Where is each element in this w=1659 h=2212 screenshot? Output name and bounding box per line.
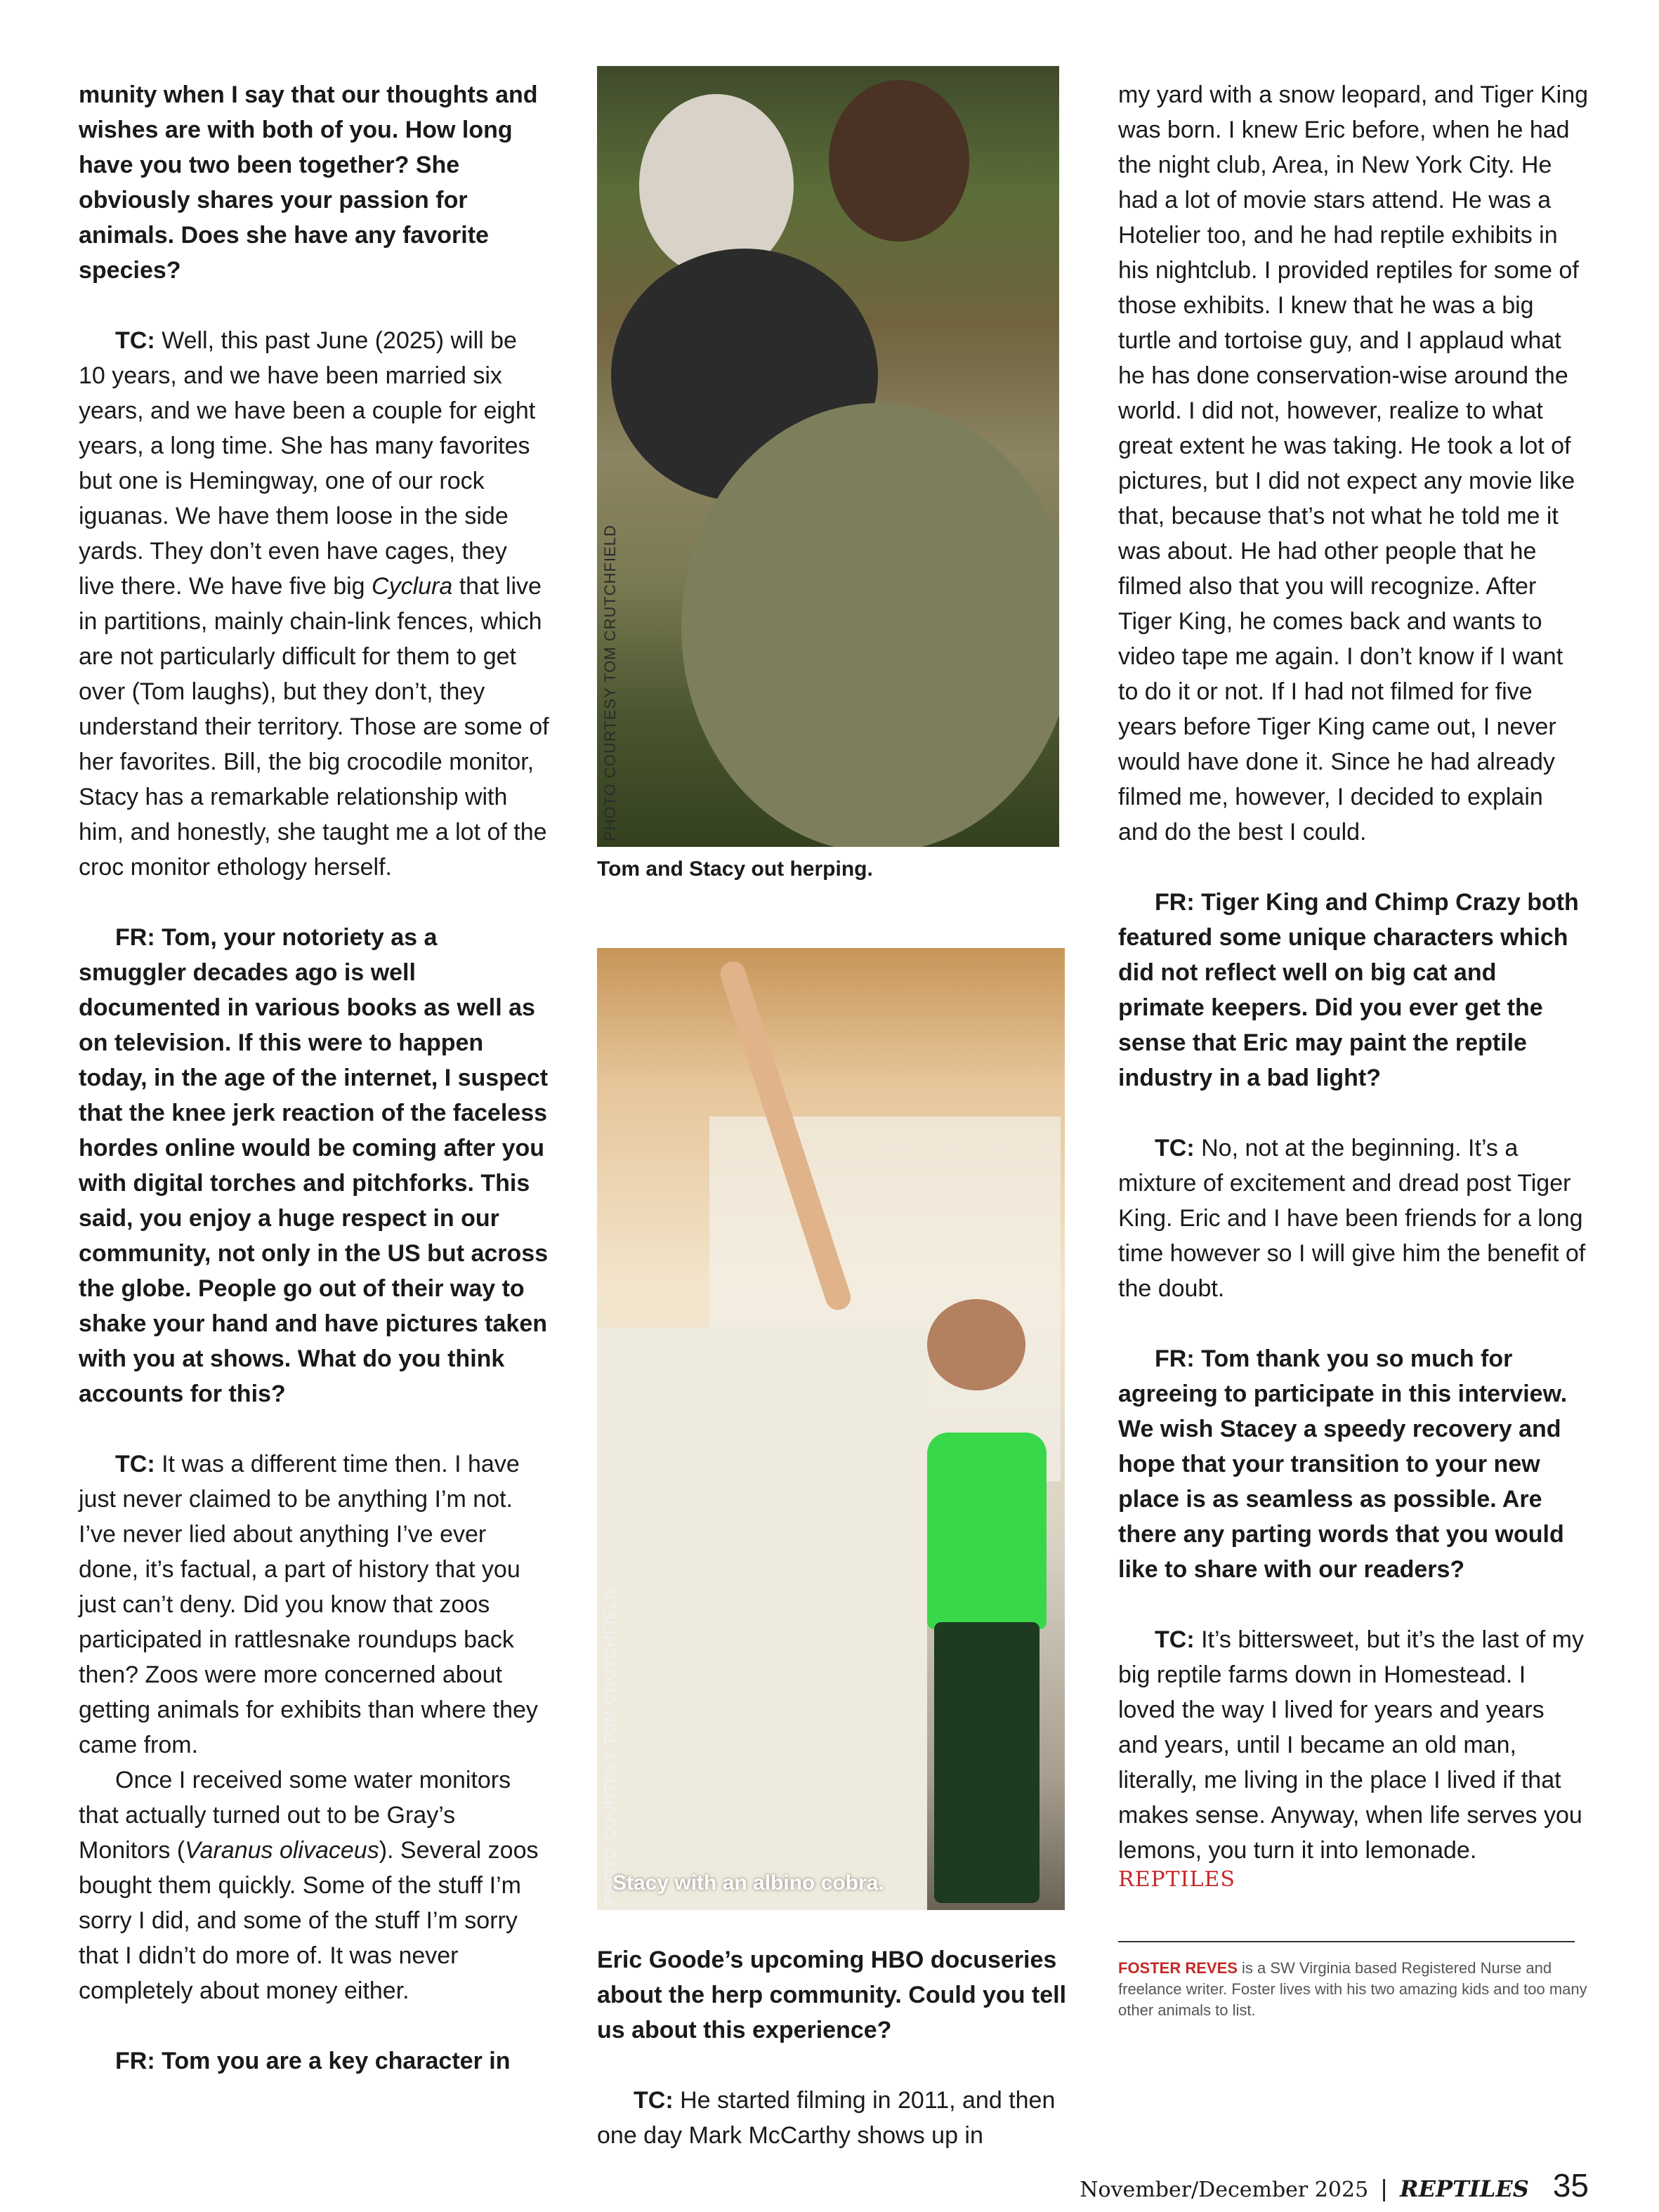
answer-text: that live in partitions, mainly chain-link fences, which are not particularly difficult for them to get over (Tom laughs), but they don’t, they understand their territory. Those are some of her favorites. Bill, the big crocodile monitor, Stacy has a remarkable relationship with him, and honestly, she taught me a lot of the croc monitor ethology herself. xyxy=(79,573,549,881)
issue-date: November/December 2025 xyxy=(1080,2178,1369,2202)
answer-paragraph xyxy=(79,1763,549,2008)
answer-paragraph xyxy=(79,1447,549,1763)
column-left xyxy=(79,77,549,2114)
speaker-label: TC: xyxy=(1155,1626,1195,1653)
end-mark-logo: REPTILES xyxy=(1118,1867,1235,1892)
question-continued: munity when I say that our thoughts and wishes are with both of you. How long have you two been together? She obviously shares your passion for animals. Does she have any favorite species? xyxy=(79,81,538,284)
species-name: Varanus olivaceus xyxy=(185,1837,379,1864)
column-right xyxy=(1118,77,1589,2036)
question-paragraph: FR: Tom, your notoriety as a smuggler decades ago is well documented in various books as well as on television. If this were to happen today, in the age of the internet, I suspect that the knee jerk reaction of the faceless hordes online would be coming after you with digital torches and pitchforks. This said, you enjoy a huge respect in our community, not only in the US but across the globe. People go out of their way to shake your hand and have pictures taken with you at shows. What do you think accounts for this? xyxy=(79,924,549,1407)
author-bio xyxy=(1118,1958,1589,2021)
photo-shelving xyxy=(597,1327,927,1910)
photo-tom-and-stacy xyxy=(597,66,1059,847)
question-paragraph: FR: Tiger King and Chimp Crazy both featured some unique characters which did not reflect well on big cat and primate keepers. Did you ever get the sense that Eric may paint the reptile industry in a bad light? xyxy=(1118,889,1579,1091)
photo-person-legs xyxy=(934,1622,1040,1903)
column-middle xyxy=(597,66,1068,2188)
question-paragraph: FR: Tom you are a key character in xyxy=(115,2048,511,2074)
question-continued: Eric Goode’s upcoming HBO docuseries about the herp community. Could you tell us about this experience? xyxy=(597,1947,1067,2043)
answer-text: ). Several zoos bought them quickly. Some of the stuff I’m sorry I did, and some of the stuff I’m sorry that I didn’t do more of. It was never completely about money either. xyxy=(79,1837,539,2004)
photo-rock xyxy=(681,403,1059,847)
question-paragraph: FR: Tom thank you so much for agreeing to participate in this interview. We wish Stacey a speedy recovery and hope that your transition to your new place is as seamless as possible. Are there any parting words that you would like to share with our readers? xyxy=(1118,1345,1568,1583)
answer-text: Once I received some water monitors that actually turned out to be Gray’s Monitors ( xyxy=(79,1767,511,1864)
answer-text: No, not at the beginning. It’s a mixture of excitement and dread post Tiger King. Eric and I have been friends for a long time however so I will give him the benefit of the doubt. xyxy=(1118,1135,1586,1302)
bio-text: is a SW Virginia based Registered Nurse and freelance writer. Foster lives with his two amazing kids and too many other animals to list. xyxy=(1118,1959,1587,2019)
speaker-label: TC: xyxy=(1155,1135,1195,1161)
footer-separator: | xyxy=(1381,2175,1387,2202)
photo-stacy-albino-cobra xyxy=(597,948,1065,1910)
answer-text: He started filming in 2011, and then one day Mark McCarthy shows up in xyxy=(597,2087,1056,2149)
speaker-label: TC: xyxy=(115,1451,155,1477)
answer-text: It’s bittersweet, but it’s the last of my big reptile farms down in Homestead. I loved the way I lived for years and years and years, until I became an old man, literally, me living in the place I lived if that makes sense. Anyway, when life serves you lemons, you turn it into lemonade. xyxy=(1118,1626,1584,1864)
photo-caption: Tom and Stacy out herping. xyxy=(597,857,873,881)
photo-caption: Stacy with an albino cobra. xyxy=(612,1871,884,1895)
magazine-name: REPTILES xyxy=(1400,2175,1529,2202)
answer-continued: my yard with a snow leopard, and Tiger King was born. I knew Eric before, when he had the night club, Area, in New York City. He had a lot of movie stars attend. He was a Hotelier too, and he had reptile exhibits in his nightclub. I provided reptiles for some of those exhibits. I knew that he was a big turtle and tortoise guy, and I applaud what he has done conservation-wise around the world. I did not, however, realize to what great extent he was taking. He took a lot of pictures, but I did not expect any movie like that, because that’s not what he told me it was about. He had other people that he filmed also that you will recognize. After Tiger King, he comes back and wants to video tape me again. I don’t know if I want to do it or not. If I had not filmed for five years before Tiger King came out, I never would have done it. Since he had already filmed me, however, I decided to explain and do the best I could. xyxy=(1118,81,1589,845)
answer-text: Well, this past June (2025) will be 10 years, and we have been married six years, and we have been a couple for eight years, a long time. She has many favorites but one is Hemingway, one of our rock iguanas. We have them loose in the side yards. They don’t even have cages, they live there. We have five big xyxy=(79,327,536,600)
photo-credit: PHOTO COURTESY TOM CRUTCHFIELD xyxy=(601,1588,619,1904)
photo-person-shirt xyxy=(927,1433,1047,1629)
answer-paragraph xyxy=(1118,1622,1589,1868)
photo-person-head xyxy=(927,1299,1025,1390)
answer-paragraph xyxy=(79,323,549,885)
species-name: Cyclura xyxy=(372,573,453,600)
photo-figure-head xyxy=(639,94,794,277)
answer-paragraph xyxy=(1118,1131,1589,1306)
page-number: 35 xyxy=(1552,2167,1589,2204)
photo-figure-head xyxy=(829,80,969,242)
answer-text: It was a different time then. I have just never claimed to be anything I’m not. I’ve never lied about anything I’ve ever done, it’s factual, a part of history that you just can’t deny. Did you know that zoos participated in rattlesnake roundups back then? Zoos were more concerned about getting animals for exhibits than where they came from. xyxy=(79,1451,538,1758)
photo-credit: PHOTO COURTESY TOM CRUTCHFIELD xyxy=(601,525,619,841)
answer-paragraph xyxy=(597,2083,1068,2153)
author-name: FOSTER REVES xyxy=(1118,1959,1238,1977)
speaker-label: TC: xyxy=(115,327,155,354)
speaker-label: TC: xyxy=(634,2087,674,2114)
page-footer xyxy=(1080,2166,1589,2204)
bio-divider xyxy=(1118,1941,1575,1942)
